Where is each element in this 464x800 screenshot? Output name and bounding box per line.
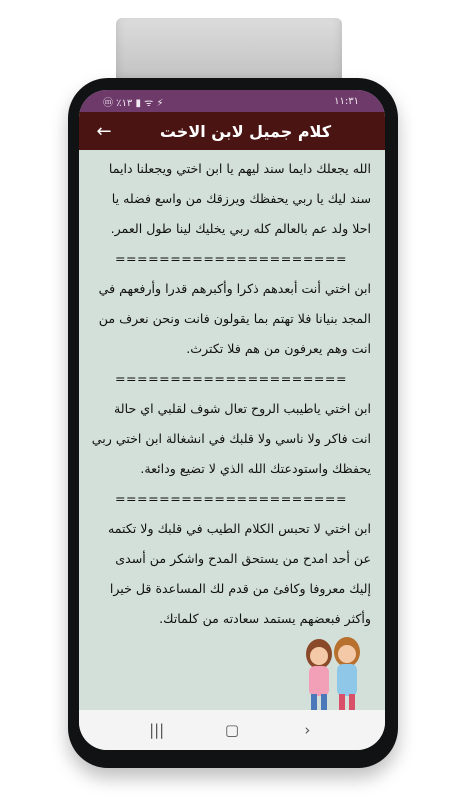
home-icon: ▢ (224, 721, 240, 739)
paragraph-1: الله يجعلك دايما سند ليهم يا ابن اختي ويجعلنا دايما سند ليك يا ربي يحفظك ويرزقك من واسع فضله يا احلا ولد عم بالعالم كله ربي يخليك لينا طول العمر. (108, 161, 371, 236)
content-area[interactable] (79, 150, 385, 728)
nav-back-icon: › (304, 721, 311, 739)
recents-icon: ||| (149, 721, 165, 739)
paragraph-3: ابن اختي ياطيبب الروح تعال شوف لقلبي اي حالة انت فاكر ولا ناسي ولا قلبك في انشغالة ابن اختي ربي يحفظك واستودعتك الله الذي لا تضيع ودائعة. (91, 401, 371, 476)
app-bar (79, 112, 385, 150)
clock: ١١:٣١ (334, 95, 359, 107)
arrow-back-icon: ← (96, 120, 112, 142)
page-title: كلام جميل لابن الاخت (159, 121, 331, 141)
paragraph-4: ابن اختي لا تحبس الكلام الطيب في قلبك ولا تكتمه عن أحد امدح من يستحق المدح واشكر من أسدى إليك معروفا وكافئ من قدم لك المساعدة قل خيرا وأكثر فبعضهم يستمد سعادته من كلماتك. (108, 521, 371, 626)
back-button[interactable] (93, 120, 115, 142)
status-left-text: ⓜ ٪١٣ ▮ ᯤ ⚡ (103, 97, 164, 109)
nav-back-button[interactable] (292, 715, 322, 745)
separator-3: ===================== (114, 491, 348, 506)
home-button[interactable] (217, 715, 247, 745)
status-bar-right (334, 96, 359, 107)
separator-1: ===================== (114, 251, 348, 266)
paragraph-2: ابن اختي أنت أبعدهم ذكرا وأكبرهم قدرا وأرفعهم في المجد بنيانا فلا تهتم بما يقولون فانت ونحن نعرف من انت وهم يعرفون من هم فلا تكترث. (98, 281, 371, 356)
status-bar-left (103, 94, 164, 109)
status-bar (79, 90, 385, 112)
recents-button[interactable] (142, 715, 172, 745)
phone-screen (79, 90, 385, 750)
separator-2: ===================== (114, 371, 348, 386)
system-nav-bar (79, 710, 385, 750)
